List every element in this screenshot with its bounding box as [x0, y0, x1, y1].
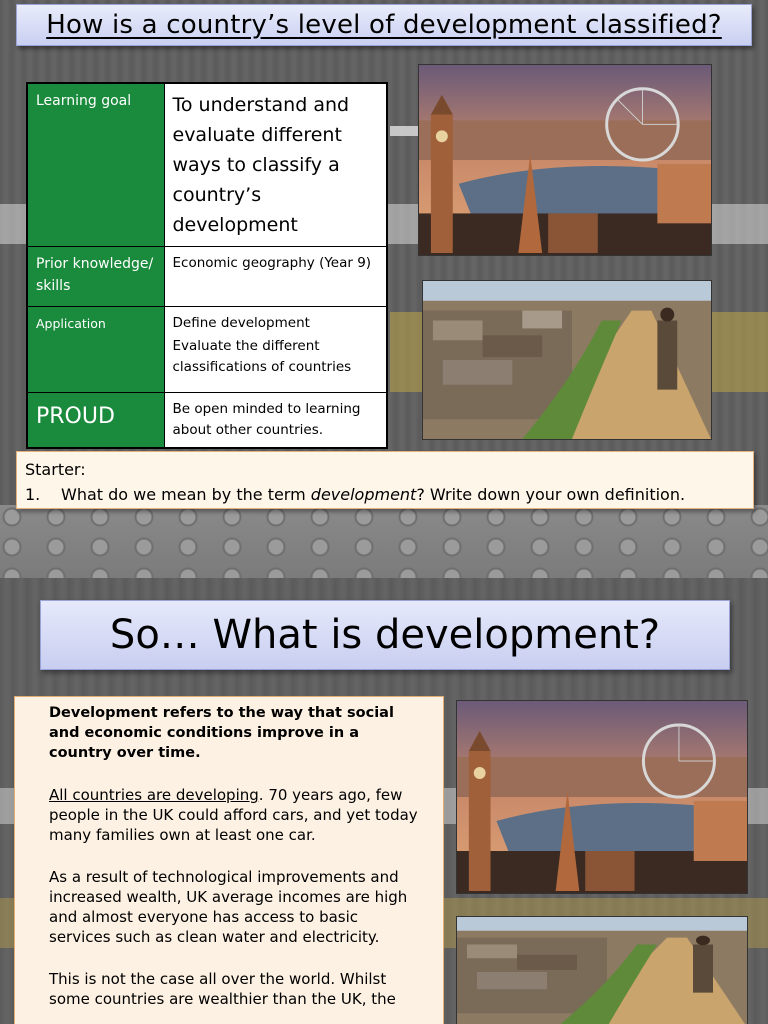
london-photo — [418, 64, 712, 256]
slum-photo — [456, 916, 748, 1024]
title-bar — [16, 4, 752, 46]
starter-question — [25, 482, 745, 507]
road-studs — [0, 505, 768, 578]
question-text-pre: What do we mean by the term — [61, 485, 311, 504]
value-line: Define development — [172, 315, 310, 331]
row-label: Prior knowledge/ skills — [27, 247, 164, 307]
paragraph-all-countries — [49, 785, 421, 845]
value-line: Evaluate the different classifications of countries — [172, 338, 352, 375]
row-label: PROUD — [27, 393, 164, 449]
row-label: Application — [27, 307, 164, 393]
definition-paragraph: Development refers to the way that social and economic conditions improve in a country over time. — [49, 705, 394, 761]
slide-2 — [0, 578, 768, 1024]
table-row — [27, 247, 387, 307]
row-value: To understand and evaluate different ways to classify a country’s development — [164, 83, 387, 247]
row-value: Economic geography (Year 9) — [164, 247, 387, 307]
slide-title: So… What is development? — [109, 612, 661, 658]
table-row — [27, 393, 387, 449]
question-emphasis: development — [310, 485, 417, 504]
paragraph-text: . 70 years ago, few people in the UK could afford cars, and yet today many families own at least one car. — [49, 786, 418, 844]
slum-photo — [422, 280, 712, 440]
question-number: 1. — [25, 485, 41, 504]
row-label: Learning goal — [27, 83, 164, 247]
question-text-post: ? Write down your own definition. — [416, 485, 686, 504]
title-bar — [40, 600, 730, 670]
starter-box — [16, 451, 754, 509]
definition-box — [14, 696, 444, 1024]
table-row — [27, 83, 387, 247]
road-marking — [390, 126, 420, 136]
paragraph-world: This is not the case all over the world. Whilst some countries are wealthier than the UK, the — [49, 970, 396, 1008]
underlined-text: All countries are developing — [49, 786, 259, 804]
starter-heading: Starter: — [25, 460, 86, 479]
table-row — [27, 307, 387, 393]
page-title: How is a country’s level of development classified? — [46, 10, 722, 40]
paragraph-uk-wealth: As a result of technological improvements and increased wealth, UK average incomes are high and almost everyone has access to basic services such as clean water and electricity. — [49, 868, 408, 946]
question-text — [61, 482, 685, 507]
london-photo — [456, 700, 748, 894]
learning-goals-table — [26, 82, 388, 449]
row-value — [164, 307, 387, 393]
row-value: Be open minded to learning about other countries. — [164, 393, 387, 449]
